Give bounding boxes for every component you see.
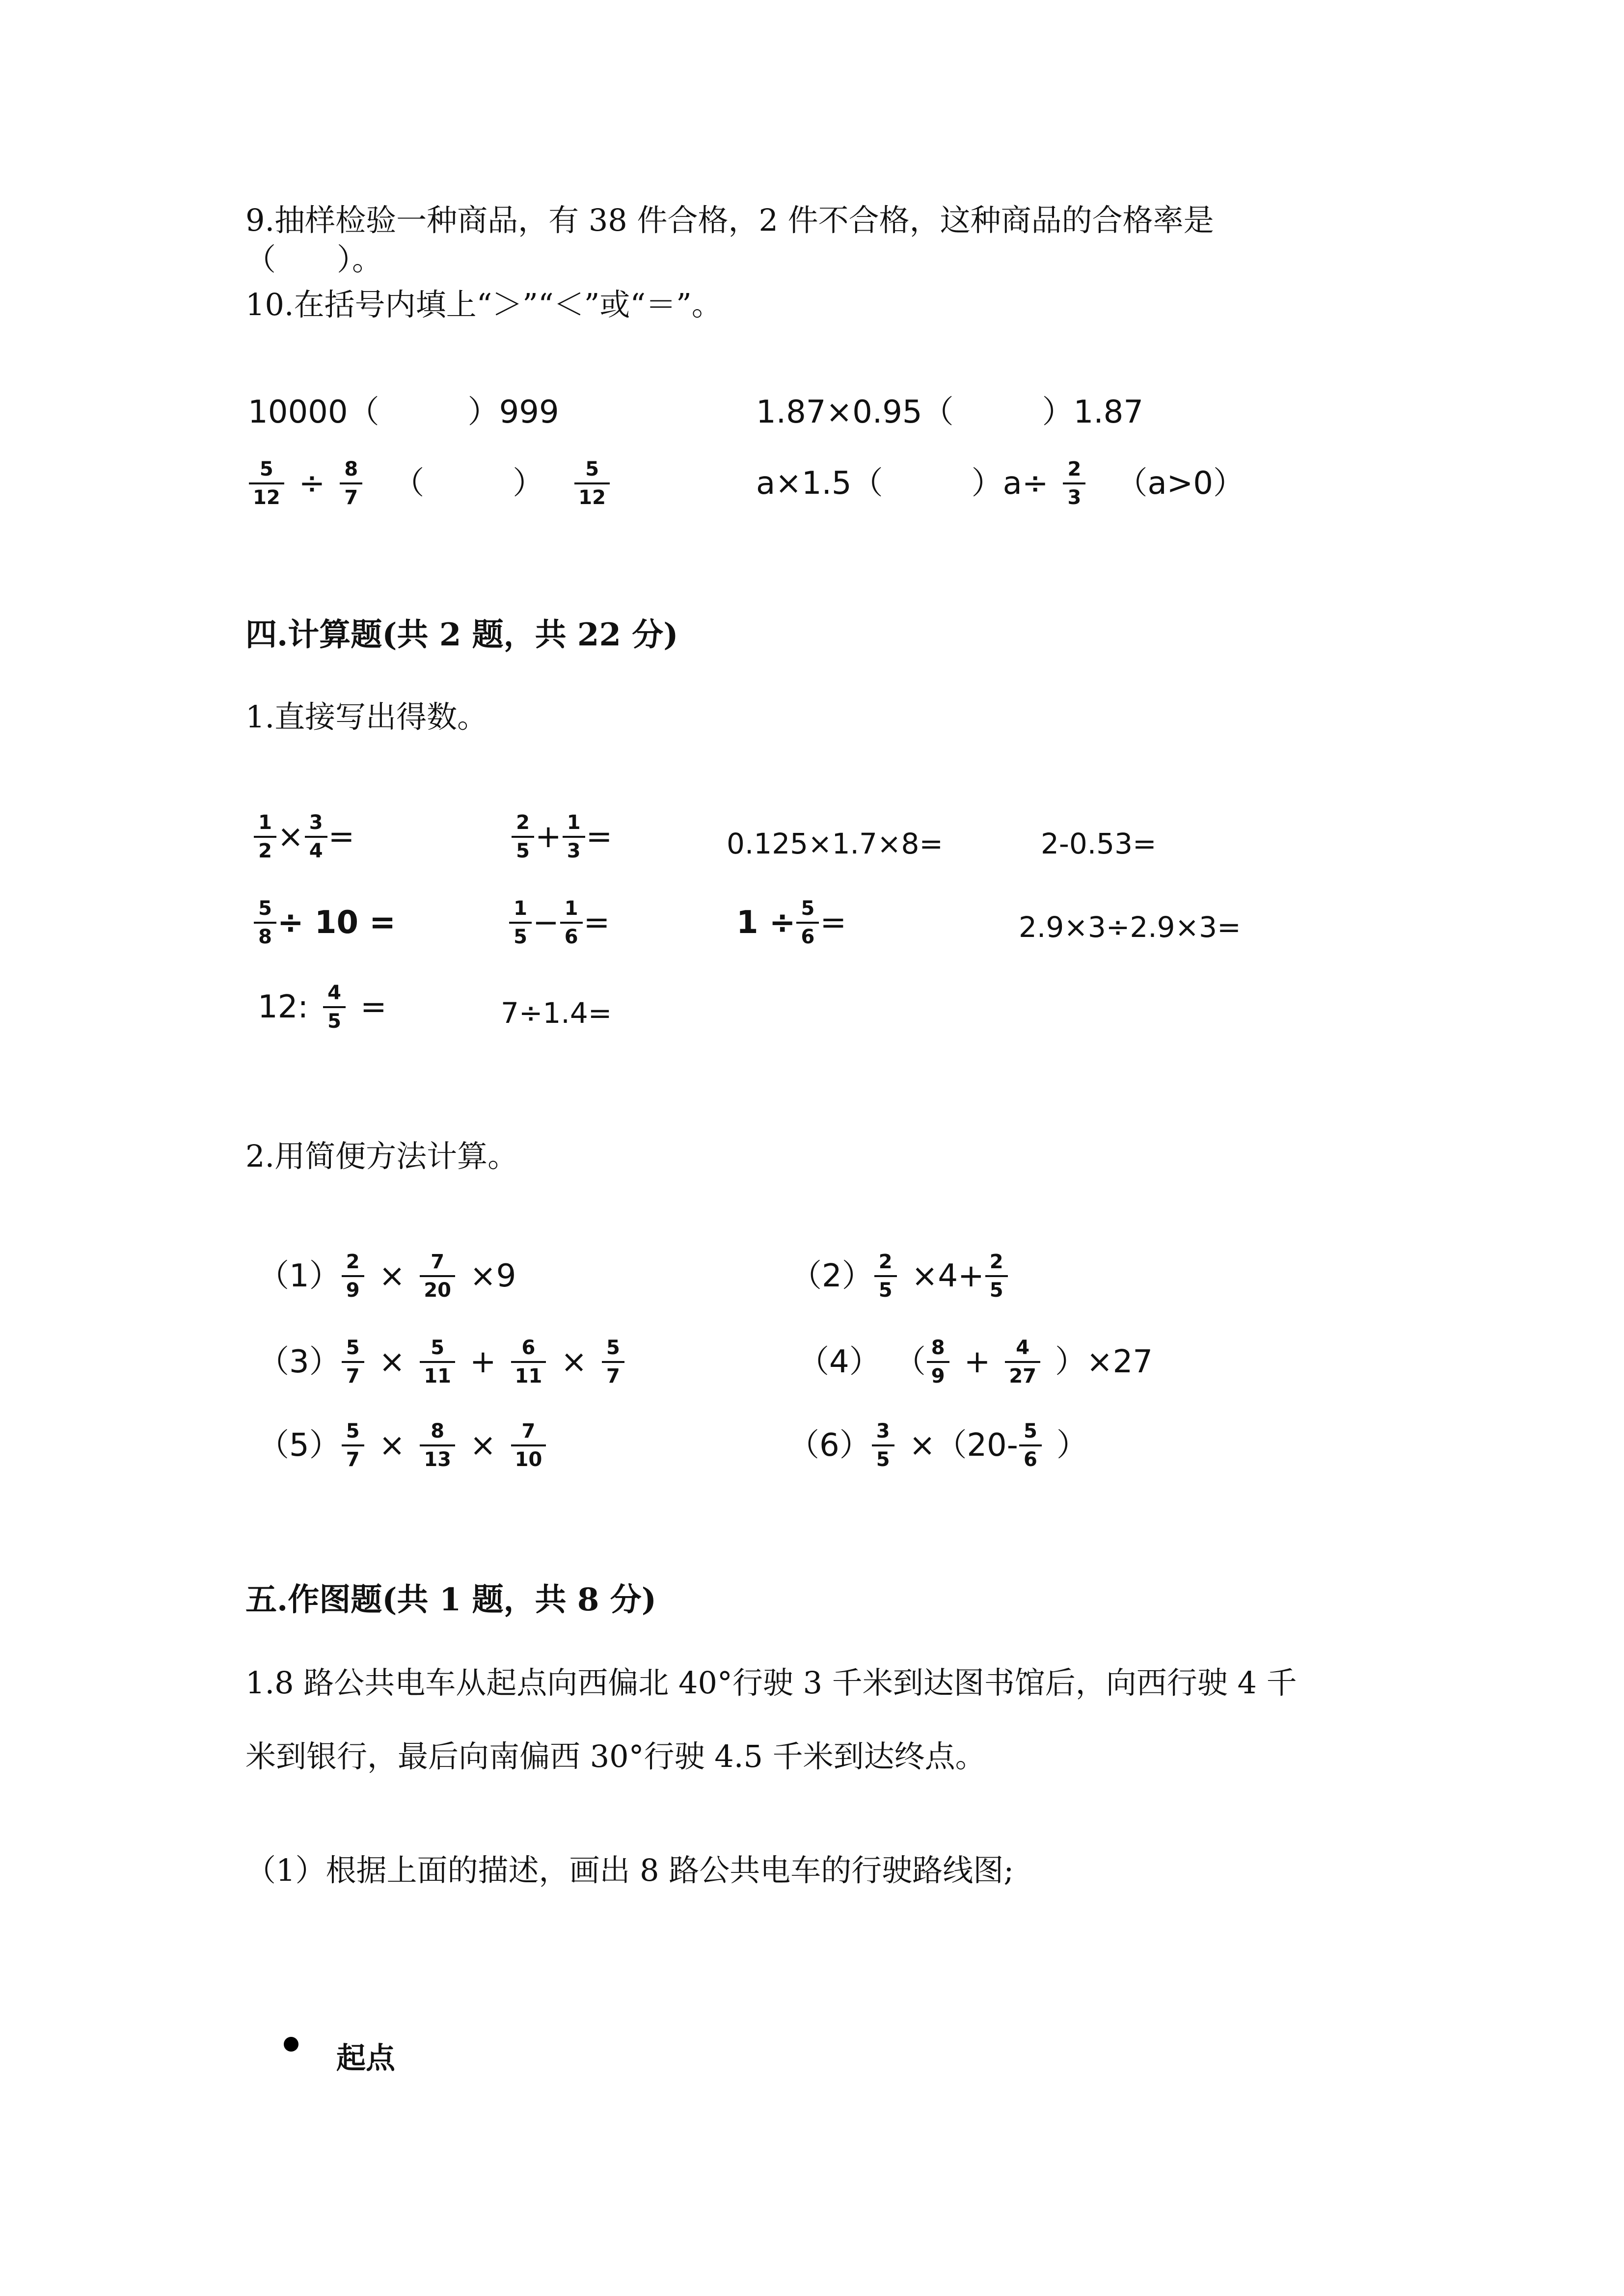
calc-a4: 2-0.53= <box>1041 827 1157 860</box>
q10-compare-2 <box>756 394 1144 430</box>
section4-q1-text: 1.直接写出得数。 <box>245 699 488 735</box>
q10-compare-1-right: ）999 <box>467 394 559 430</box>
fraction: $\frac{8}{7}$ <box>342 459 360 508</box>
q9-line1: 9.抽样检验一种商品，有 38 件合格，2 件不合格，这种商品的合格率是 <box>245 202 1214 238</box>
calc-c2: 7÷1.4= <box>501 996 612 1030</box>
q10-compare-1-left: 10000（ <box>248 394 379 430</box>
calc-b4: 2.9×3÷2.9×3= <box>1019 910 1241 944</box>
simplify-5: （5） $\frac{5}{7}$ × $\frac{8}{13}$ × $\frac{7}{10}$ <box>258 1421 547 1470</box>
calc-b2: $\frac{1}{5}$ − $\frac{1}{6}$ = <box>508 898 610 947</box>
open-paren: （ <box>393 465 425 502</box>
start-point-dot <box>284 2037 298 2052</box>
q10-compare-3 <box>248 459 611 508</box>
simplify-3: （3） $\frac{5}{7}$ × $\frac{5}{11}$ + $\frac{6}{11}$ × $\frac{5}{7}$ <box>258 1337 625 1387</box>
section4-q2-text: 2.用简便方法计算。 <box>245 1138 518 1174</box>
q10-compare-2-right: ）1.87 <box>1042 394 1144 430</box>
section5-line1: 1.8 路公共电车从起点向西偏北 40°行驶 3 千米到达图书馆后，向西行驶 4 千 <box>245 1665 1297 1701</box>
fraction: $\frac{5}{12}$ <box>251 459 282 508</box>
fraction: $\frac{2}{3}$ <box>1065 459 1083 508</box>
q10-text: 10.在括号内填上“＞”“＜”或“＝”。 <box>245 287 722 322</box>
section5-heading: 五.作图题(共 1 题，共 8 分) <box>245 1581 657 1618</box>
q10-compare-4-tail: （a>0） <box>1116 465 1245 502</box>
simplify-4: （4） （ $\frac{8}{9}$ + $\frac{4}{27}$ ）×27 <box>798 1336 1153 1388</box>
calc-a2: $\frac{2}{5}$ + $\frac{1}{3}$ = <box>511 812 612 861</box>
q10-compare-1 <box>248 394 559 430</box>
fraction: $\frac{5}{12}$ <box>576 459 608 508</box>
calc-b3: 1 ÷ $\frac{5}{6}$ = <box>736 897 847 948</box>
q9-line2: （ ）。 <box>245 241 383 277</box>
simplify-6: （6） $\frac{3}{5}$ ×（20- $\frac{5}{6}$ ） <box>788 1420 1088 1471</box>
calc-a1: $\frac{1}{2}$ × $\frac{3}{4}$ = <box>253 812 354 861</box>
section4-heading: 四.计算题(共 2 题，共 22 分) <box>245 616 678 653</box>
start-point-label: 起点 <box>336 2041 395 2076</box>
operator: ÷ <box>298 465 325 502</box>
q10-compare-4-left: a×1.5（ <box>756 465 883 502</box>
q10-compare-4-mid: ）a÷ <box>971 465 1049 502</box>
simplify-1: （1） $\frac{2}{9}$ × $\frac{7}{20}$ ×9 <box>258 1251 516 1302</box>
section5-sub1: （1）根据上面的描述，画出 8 路公共电车的行驶路线图; <box>245 1852 1014 1888</box>
calc-c1: 12: $\frac{4}{5}$ = <box>258 982 387 1033</box>
q10-compare-4 <box>756 459 1245 508</box>
q10-compare-2-left: 1.87×0.95（ <box>756 394 954 430</box>
calc-b1: $\frac{5}{8}$ ÷ 10 = <box>253 898 396 947</box>
section5-line2: 米到银行，最后向南偏西 30°行驶 4.5 千米到达终点。 <box>245 1738 986 1774</box>
calc-a3: 0.125×1.7×8= <box>727 827 943 860</box>
simplify-2: （2） $\frac{2}{5}$ ×4+ $\frac{2}{5}$ <box>790 1252 1009 1301</box>
close-paren: ） <box>513 465 544 502</box>
